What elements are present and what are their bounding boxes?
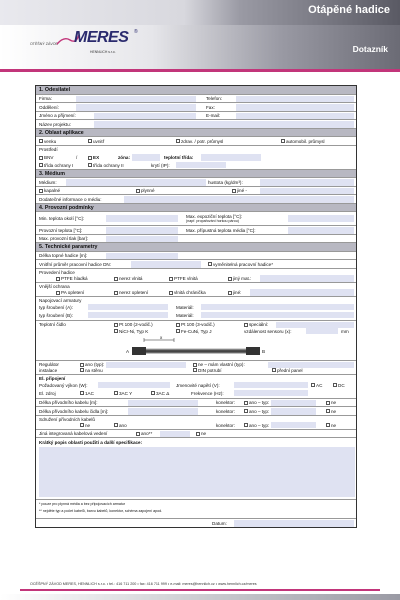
checkbox-icon[interactable] [151, 391, 155, 395]
telefon-field[interactable] [236, 96, 354, 103]
field-label: Materiál: [176, 312, 194, 318]
form-row [36, 361, 356, 375]
field-label: Provedení hadice [39, 270, 75, 276]
field-label: El. připojení [39, 376, 66, 382]
logo-small-text: OTĚŠNÝ ZÁVOD [30, 42, 59, 46]
checkbox-option[interactable]: Pt 100 (2-vodič.) [114, 322, 153, 327]
checkbox-icon[interactable] [39, 156, 43, 160]
regulator-typ-field[interactable] [106, 362, 186, 369]
delka-field[interactable] [106, 253, 178, 260]
form-row [36, 137, 356, 146]
firma-field[interactable] [76, 96, 196, 103]
jmeno-field[interactable] [94, 113, 196, 120]
typ-a-field[interactable] [88, 304, 168, 311]
checkbox-option[interactable]: ne [326, 400, 336, 405]
section-header: 5. Technické parametry [36, 243, 356, 252]
jine-ochrana-field[interactable] [250, 289, 354, 296]
field-label: Fax: [206, 104, 215, 110]
field-label: Délka topné hadice [m]: [39, 253, 88, 259]
checkbox-option[interactable]: PA opletení [56, 290, 84, 295]
checkbox-option[interactable]: speciální: [244, 322, 268, 327]
form-row [36, 252, 356, 261]
field-label: Max. expoziční teplota [°C]: [186, 213, 242, 219]
form-row [36, 103, 356, 112]
section-header: 1. Odesilatel [36, 86, 356, 95]
checkbox-icon[interactable] [176, 329, 180, 333]
field-label: konektor: [216, 400, 235, 406]
checkbox-option[interactable]: Fe-CuNi, Typ J [176, 329, 212, 334]
sensor-x-label: x [160, 334, 163, 340]
field-label: Firma: [39, 96, 53, 102]
konektor3-typ-field[interactable] [271, 422, 316, 429]
checkbox-icon[interactable] [326, 409, 330, 413]
fax-field[interactable] [236, 104, 354, 111]
checkbox-option[interactable]: EX [88, 155, 99, 160]
form-row [36, 120, 356, 129]
checkbox-icon[interactable] [80, 363, 84, 367]
checkbox-icon[interactable] [80, 391, 84, 395]
form-row: Teplotní čidlo Pt 100 (2-vodič.) Pt 100 (3-vodič.) speciální: NiCr-Ni, Typ K Fe-CuNi, Typ J vzdálenost sensoru (x): mm x A B [36, 321, 356, 361]
field-label: Název projektu: [39, 121, 71, 127]
field-label: Požadovaný výkon (W): [39, 382, 88, 388]
checkbox-option[interactable]: PTFE vlnitá [169, 276, 198, 281]
page-subtitle: Dotazník [352, 44, 388, 54]
field-label: konektor: [216, 408, 235, 414]
field-label: krytí (IP): [151, 162, 170, 168]
section-header: 4. Provozní podmínky [36, 204, 356, 213]
form-row [36, 430, 356, 439]
field-label: Prostředí [39, 147, 58, 153]
checkbox-option[interactable]: 3AC Δ [151, 391, 169, 396]
projekt-field[interactable] [94, 121, 354, 128]
checkbox-icon[interactable] [333, 383, 337, 387]
checkbox-option[interactable]: Pt 100 (3-vodič.) [176, 322, 215, 327]
field-label: instalace [39, 367, 58, 373]
field-label: vzdálenost sensoru (x): [244, 328, 292, 334]
form-row: Prostředí BNV / EX zóna: teplotní třída: třída ochrany I třída ochrany II krytí (IP): [36, 146, 356, 170]
checkbox-icon[interactable] [39, 139, 43, 143]
header-accent-line [0, 69, 400, 72]
datum-field[interactable] [234, 520, 354, 527]
checkbox-option[interactable]: uvnitř [88, 139, 104, 144]
checkbox-option[interactable]: BNV [39, 155, 53, 160]
field-label: Jmenovité napětí (V): [176, 382, 220, 388]
checkbox-icon[interactable] [169, 291, 173, 295]
field-label: Sdružení přívodních kabelů [39, 417, 95, 423]
company-logo [30, 26, 150, 62]
field-label: Telefon: [206, 96, 223, 102]
checkbox-option[interactable]: PTFE hladká [56, 276, 88, 281]
checkbox-option[interactable]: ano** [136, 431, 152, 436]
field-label: Vnitřní průměr pracovní hadice DN: [39, 261, 111, 267]
checkbox-icon[interactable] [114, 391, 118, 395]
material-a-field[interactable] [201, 304, 354, 311]
checkbox-option[interactable]: ano (typ): [80, 362, 104, 367]
checkbox-icon[interactable] [114, 423, 118, 427]
kryti-field[interactable] [176, 162, 226, 169]
field-label: Min. teplota okolí [°C]: [39, 216, 84, 221]
field-label: Materiál: [176, 304, 194, 310]
form-row [36, 407, 356, 416]
prumer-field[interactable] [131, 261, 201, 268]
checkbox-option[interactable]: zdrav. / potr. průmysl [176, 139, 223, 144]
logo-brand: MERES [74, 29, 129, 46]
jiny-mat-field[interactable] [260, 275, 354, 282]
vzdalenost-field[interactable] [306, 328, 338, 335]
checkbox-option[interactable]: ano – typ: [244, 409, 269, 414]
checkbox-option[interactable]: ne [80, 423, 90, 428]
page-header [0, 0, 400, 72]
field-label: hustota (kg/dm³): [208, 179, 243, 185]
zona-field[interactable] [132, 154, 160, 161]
min-teplota-field[interactable] [106, 215, 178, 222]
field-note: (např. propařování horkou párou) [186, 219, 239, 223]
checkbox-option[interactable]: AC [311, 383, 322, 388]
questionnaire-form [35, 85, 357, 528]
hustota-field[interactable] [260, 179, 354, 186]
form-row [36, 195, 356, 204]
vykon-field[interactable] [98, 382, 170, 389]
field-label: typ šroubení (B): [39, 312, 73, 318]
field-label: El. zdroj [39, 390, 56, 396]
checkbox-icon[interactable] [80, 368, 84, 372]
logo-company: HENNLICH s.r.o. [90, 50, 116, 54]
checkbox-option[interactable]: jiné - [232, 188, 247, 193]
page-footer: OCĚŠPNÝ ZÁVOD MERES, HENNLICH s.r.o. • tel.: 416 711 200 • fax: 416 711 999 • e-mail: meres@hennlich.cz • www.hennlich.cz/meres [30, 582, 257, 586]
field-label: Jméno a příjmení: [39, 113, 76, 119]
checkbox-option[interactable]: vyměnitelná pracovní hadice* [208, 262, 273, 267]
footer-accent-line [20, 589, 380, 591]
field-label: Max. provozní tlak [bar]: [39, 236, 89, 242]
delka-kabelu-dila-field[interactable] [128, 408, 198, 415]
checkbox-option[interactable]: ne [326, 409, 336, 414]
checkbox-icon[interactable] [114, 329, 118, 333]
form-row [36, 500, 356, 518]
checkbox-option[interactable]: přední panel [272, 368, 303, 373]
checkbox-icon[interactable] [169, 277, 173, 281]
checkbox-icon[interactable] [272, 368, 276, 372]
jina-vedeni-field[interactable] [160, 431, 190, 438]
checkbox-icon[interactable] [39, 163, 43, 167]
form-row [36, 95, 356, 104]
checkbox-option[interactable]: kapalné [39, 188, 60, 193]
checkbox-option[interactable]: ne [326, 423, 336, 428]
field-label: typ šroubení (A): [39, 304, 73, 310]
form-row [36, 187, 356, 196]
checkbox-option[interactable]: venku [39, 139, 56, 144]
checkbox-icon[interactable] [244, 401, 248, 405]
checkbox-option[interactable]: NiCr-Ni, Typ K [114, 329, 148, 334]
email-field[interactable] [236, 113, 354, 120]
delka-kabelu-field[interactable] [128, 400, 198, 407]
checkbox-icon[interactable] [114, 277, 118, 281]
checkbox-icon[interactable] [326, 423, 330, 427]
popis-textarea[interactable] [39, 447, 355, 497]
field-label: Max. přípustná teplota média [°C]: [186, 227, 256, 233]
checkbox-icon[interactable] [114, 291, 118, 295]
form-row [36, 518, 356, 527]
form-row [36, 438, 356, 500]
field-label: Délka přívodního kabelu čidla [m]: [39, 408, 109, 414]
checkbox-option[interactable]: třída ochrany II [88, 163, 124, 168]
form-row [36, 283, 356, 297]
checkbox-icon[interactable] [56, 277, 60, 281]
checkbox-icon[interactable] [208, 262, 212, 266]
checkbox-icon[interactable] [196, 432, 200, 436]
section-header: 2. Oblast aplikace [36, 129, 356, 138]
checkbox-icon[interactable] [193, 368, 197, 372]
checkbox-option[interactable]: nerez opletení [114, 290, 148, 295]
field-label: konektor: [216, 422, 235, 428]
form-row [36, 112, 356, 121]
form-row [36, 399, 356, 408]
checkbox-icon[interactable] [228, 277, 232, 281]
checkbox-option[interactable]: ne – mám vlastní (typ): [193, 362, 245, 367]
checkbox-icon[interactable] [193, 363, 197, 367]
checkbox-icon[interactable] [136, 432, 140, 436]
checkbox-icon[interactable] [88, 163, 92, 167]
max-expozicni-field[interactable] [288, 215, 354, 222]
max-pripustna-field[interactable] [288, 227, 354, 234]
field-label: Délka přívodního kabelu [m]: [39, 400, 98, 406]
form-row [36, 235, 356, 244]
form-row [36, 260, 356, 269]
checkbox-option[interactable]: ano [114, 423, 127, 428]
checkbox-option[interactable]: jiné: [228, 290, 241, 295]
material-b-field[interactable] [201, 312, 354, 319]
footnote: * pouze pro plynná média a bez připojovacích armatur [39, 502, 126, 506]
frekvence-field[interactable] [234, 390, 308, 397]
checkbox-option[interactable]: 1AC [80, 391, 94, 396]
checkbox-icon[interactable] [176, 323, 180, 327]
checkbox-option[interactable]: 3AC Y [114, 391, 132, 396]
footnote: ** nejděte typ a počet kabelů, barvu kabelů, konektor, schéma zapojení apod. [39, 509, 163, 513]
sensor-a-label: A [126, 348, 130, 354]
field-label: Dodatečné informace o médiu: [39, 196, 102, 202]
field-label: Datum: [212, 520, 227, 526]
checkbox-option[interactable]: DC [333, 383, 345, 388]
checkbox-option[interactable]: nerez vlnitá [114, 276, 143, 281]
checkbox-icon[interactable] [56, 291, 60, 295]
trida-field[interactable] [201, 154, 261, 161]
checkbox-option[interactable]: na stěnu [80, 368, 103, 373]
field-label: Krátký popis oblasti použití a další specifikace: [39, 439, 143, 445]
form-row [36, 226, 356, 235]
checkbox-icon[interactable] [326, 401, 330, 405]
field-label: Frekvence (Hz): [191, 390, 224, 396]
checkbox-icon[interactable] [311, 383, 315, 387]
checkbox-option[interactable]: ne [196, 431, 206, 436]
checkbox-option[interactable]: jiný mat.: [228, 276, 251, 281]
form-row [36, 269, 356, 283]
checkbox-icon[interactable] [88, 139, 92, 143]
field-label: Jiná integrovaná kabelová vedení [39, 431, 108, 437]
registered-icon: ® [134, 29, 138, 35]
oddeleni-field[interactable] [76, 104, 196, 111]
field-label: Provozní teplota [°C]: [39, 227, 83, 233]
checkbox-icon[interactable] [281, 139, 285, 143]
konektor1-typ-field[interactable] [271, 400, 316, 407]
checkbox-icon[interactable] [176, 139, 180, 143]
checkbox-icon[interactable] [232, 189, 236, 193]
field-label: Vnější ochrana [39, 284, 70, 290]
checkbox-option[interactable]: vlnitá chránička [169, 290, 206, 295]
jine-medium-field[interactable] [260, 188, 354, 195]
form-row [36, 178, 356, 187]
section-header: 3. Médium [36, 170, 356, 179]
checkbox-icon[interactable] [228, 291, 232, 295]
field-label: Médium: [39, 179, 57, 185]
sensor-diagram [124, 336, 274, 360]
konektor2-typ-field[interactable] [271, 408, 316, 415]
checkbox-option[interactable]: třída ochrany I [39, 163, 73, 168]
checkbox-option[interactable]: automobil. průmysl [281, 139, 325, 144]
checkbox-icon[interactable] [88, 156, 92, 160]
field-label: Teplotní čidlo [39, 322, 66, 328]
checkbox-icon[interactable] [39, 189, 43, 193]
field-label: zóna: [118, 155, 130, 160]
checkbox-icon[interactable] [114, 323, 118, 327]
checkbox-icon[interactable] [244, 423, 248, 427]
checkbox-option[interactable]: ano – typ: [244, 423, 269, 428]
checkbox-icon[interactable] [244, 323, 248, 327]
form-row [36, 212, 356, 226]
checkbox-option[interactable]: DIN potrubí [193, 368, 222, 373]
field-label: Oddělení: [39, 104, 59, 110]
footer-fade [0, 594, 400, 600]
typ-b-field[interactable] [88, 312, 168, 319]
provozni-teplota-field[interactable] [106, 227, 178, 234]
sensor-b-label: B [262, 348, 266, 354]
doplnujici-field[interactable] [124, 196, 354, 203]
checkbox-icon[interactable] [244, 409, 248, 413]
field-label: E-mail: [206, 113, 221, 119]
medium-field[interactable] [66, 179, 206, 186]
form-row [36, 416, 356, 430]
checkbox-option[interactable]: plynné [136, 188, 155, 193]
napeti-field[interactable] [234, 382, 308, 389]
page-title: Otápěné hadice [308, 4, 390, 16]
form-row [36, 297, 356, 321]
form-row [36, 375, 356, 399]
field-label: Regulátor [39, 362, 59, 368]
checkbox-icon[interactable] [136, 189, 140, 193]
field-label: Napojovací armatury [39, 298, 82, 304]
max-tlak-field[interactable] [106, 236, 178, 243]
checkbox-option[interactable]: ano – typ: [244, 400, 269, 405]
checkbox-icon[interactable] [80, 423, 84, 427]
field-label: teplotní třída: [164, 155, 194, 160]
